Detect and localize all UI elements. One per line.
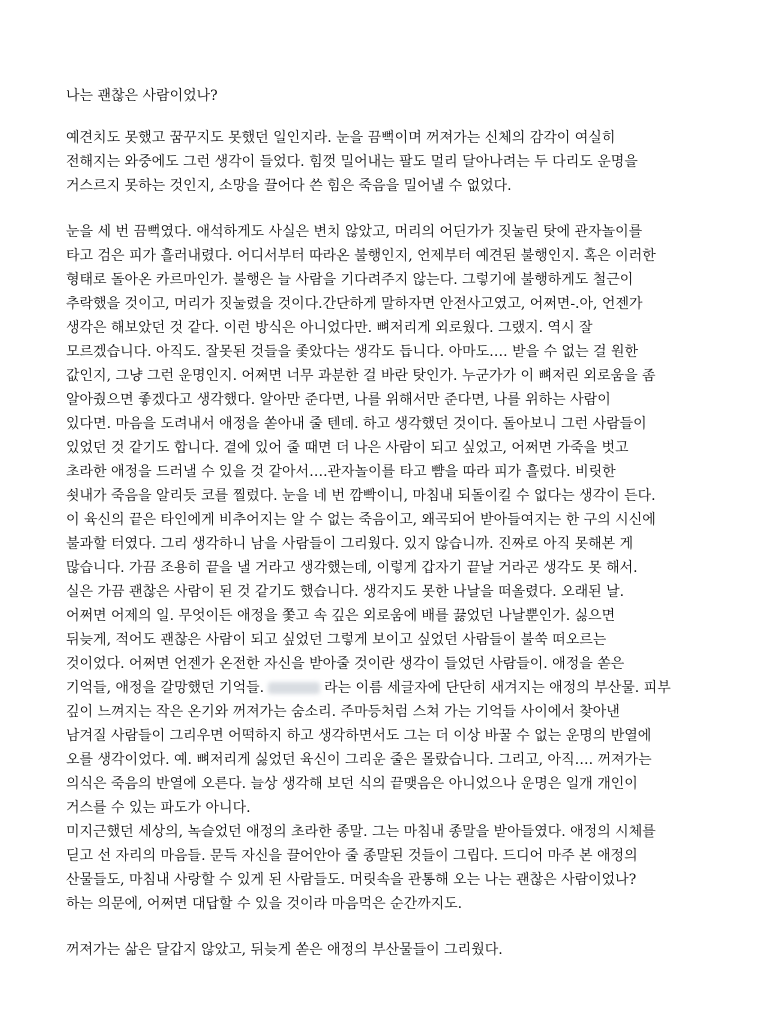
document-title: 나는 괜찮은 사람이었나? [66,88,218,104]
text-line: 이 육신의 끝은 타인에게 비추어지는 알 수 없는 죽음이고, 왜곡되어 받아들여지는 한 구의 시신에 [66,512,656,528]
redacted-name [268,682,320,694]
text-line: 의식은 죽음의 반열에 오른다. 늘상 생각해 보던 식의 끝맺음은 아니었으나 운명은 일개 개인이 [66,776,638,792]
text-line: 쇳내가 죽음을 알리듯 코를 찔렀다. 눈을 네 번 깜빡이니, 마침내 되돌이킬 수 없다는 생각이 든다. [66,488,656,504]
redacted-name-line [66,676,706,700]
text-line: 전해지는 와중에도 그런 생각이 들었다. 힘껏 밀어내는 팔도 멀리 달아나려는 두 다리도 운명을 [66,154,638,170]
text-line: 형태로 돌아온 카르마인가. 불행은 늘 사람을 기다려주지 않는다. 그렇기에 불행하게도 철근이 [66,272,634,288]
document-page [66,84,706,962]
text-line: 미지근했던 세상의, 녹슬었던 애정의 초라한 종말. 그는 마침내 종말을 받아들였다. 애정의 시체를 [66,824,656,840]
text-line: 실은 가끔 괜찮은 사람이 된 것 같기도 했습니다. 생각지도 못한 나날을 떠올렸다. 오래된 날. [66,584,625,600]
text-line: 뒤늦게, 적어도 괜찮은 사람이 되고 싶었던 그렇게 보이고 싶었던 사람들이 불쑥 떠오르는 [66,632,607,648]
text-line: 있다면. 마음을 도려내서 애정을 쏟아내 줄 텐데. 하고 생각했던 것이다. 돌아보니 그런 사람들이 [66,416,647,432]
text-segment: 라는 이름 세글자에 단단히 새겨지는 애정의 부산물. 피부 [324,680,671,696]
text-line: 오를 생각이었다. 예. 뼈저리게 싫었던 육신이 그리운 줄은 몰랐습니다. 그리고, 아직…. 꺼져가는 [66,752,652,768]
text-line: 어쩌면 어제의 일. 무엇이든 애정을 쫓고 속 깊은 외로움에 배를 끓었던 나날뿐인가. 싫으면 [66,608,616,624]
text-line: 남겨질 사람들이 그리우면 어떡하지 하고 생각하면서도 그는 더 이상 바꿀 수 없는 운명의 반열에 [66,728,652,744]
text-line: 거스를 수 있는 파도가 아니다. [66,800,251,816]
paragraph-3 [66,820,706,916]
paragraph-2 [66,220,706,820]
text-line: 추락했을 것이고, 머리가 짓눌렸을 것이다.간단하게 말하자면 안전사고였고, 어쩌면-.아, 언젠가 [66,296,643,312]
text-line: 딛고 선 자리의 마음들. 문득 자신을 끌어안아 줄 종말된 것들이 그립다. 드디어 마주 본 애정의 [66,848,638,864]
text-line: 것이었다. 어쩌면 언젠가 온전한 자신을 받아줄 것이란 생각이 들었던 사람들이. 애정을 쏟은 [66,656,625,672]
text-line: 생각은 해보았던 것 같다. 이런 방식은 아니었다만. 뼈저리게 외로웠다. 그랬지. 역시 잘 [66,320,593,336]
text-line: 하는 의문에, 어쩌면 대답할 수 있을 것이라 마음먹은 순간까지도. [66,896,463,912]
text-line: 꺼져가는 삶은 달갑지 않았고, 뒤늦게 쏟은 애정의 부산물들이 그리웠다. [66,942,503,958]
text-line: 깊이 느껴지는 작은 온기와 꺼져가는 숨소리. 주마등처럼 스쳐 가는 기억들 사이에서 찾아낸 [66,704,620,720]
text-line: 불과할 터였다. 그리 생각하니 남을 사람들이 그리웠다. 있지 않습니까. 진짜로 아직 못해본 게 [66,536,634,552]
text-line: 초라한 애정을 드러낼 수 있을 것 같아서….관자놀이를 타고 뺨을 따라 피가 흘렀다. 비릿한 [66,464,616,480]
paragraph-1 [66,126,706,198]
text-line: 거스르지 못하는 것인지, 소망을 끌어다 쓴 힘은 죽음을 밀어낼 수 없었다. [66,178,512,194]
text-line: 타고 검은 피가 흘러내렸다. 어디서부터 따라온 불행인지, 언제부터 예견된 불행인지. 혹은 이러한 [66,248,656,264]
text-line: 값인지, 그냥 그런 운명인지. 어쩌면 너무 과분한 걸 바란 탓인가. 누군가가 이 뼈저린 외로움을 좀 [66,368,656,384]
text-line: 모르겠습니다. 아직도. 잘못된 것들을 좇았다는 생각도 듭니다. 아마도…. 받을 수 없는 걸 원한 [66,344,639,360]
text-line: 예견치도 못했고 꿈꾸지도 못했던 일인지라. 눈을 끔뻑이며 꺼져가는 신체의 감각이 여실히 [66,130,616,146]
text-line: 많습니다. 가끔 조용히 끝을 낼 거라고 생각했는데, 이렇게 갑자기 끝날 거라곤 생각도 못 해서. [66,560,638,576]
text-line: 눈을 세 번 끔뻑였다. 애석하게도 사실은 변치 않았고, 머리의 어딘가가 짓눌린 탓에 관자놀이를 [66,224,643,240]
text-line: 있었던 것 같기도 합니다. 곁에 있어 줄 때면 더 나은 사람이 되고 싶었고, 어쩌면 가죽을 벗고 [66,440,629,456]
text-line: 알아줬으면 좋겠다고 생각했다. 알아만 준다면, 나를 위해서만 준다면, 나를 위하는 사람이 [66,392,611,408]
text-segment: 기억들, 애정을 갈망했던 기억들. [66,680,265,696]
paragraph-4 [66,938,706,962]
text-line: 산물들도, 마침내 사랑할 수 있게 된 사람들도. 머릿속을 관통해 오는 나는 괜찮은 사람이었나? [66,872,637,888]
